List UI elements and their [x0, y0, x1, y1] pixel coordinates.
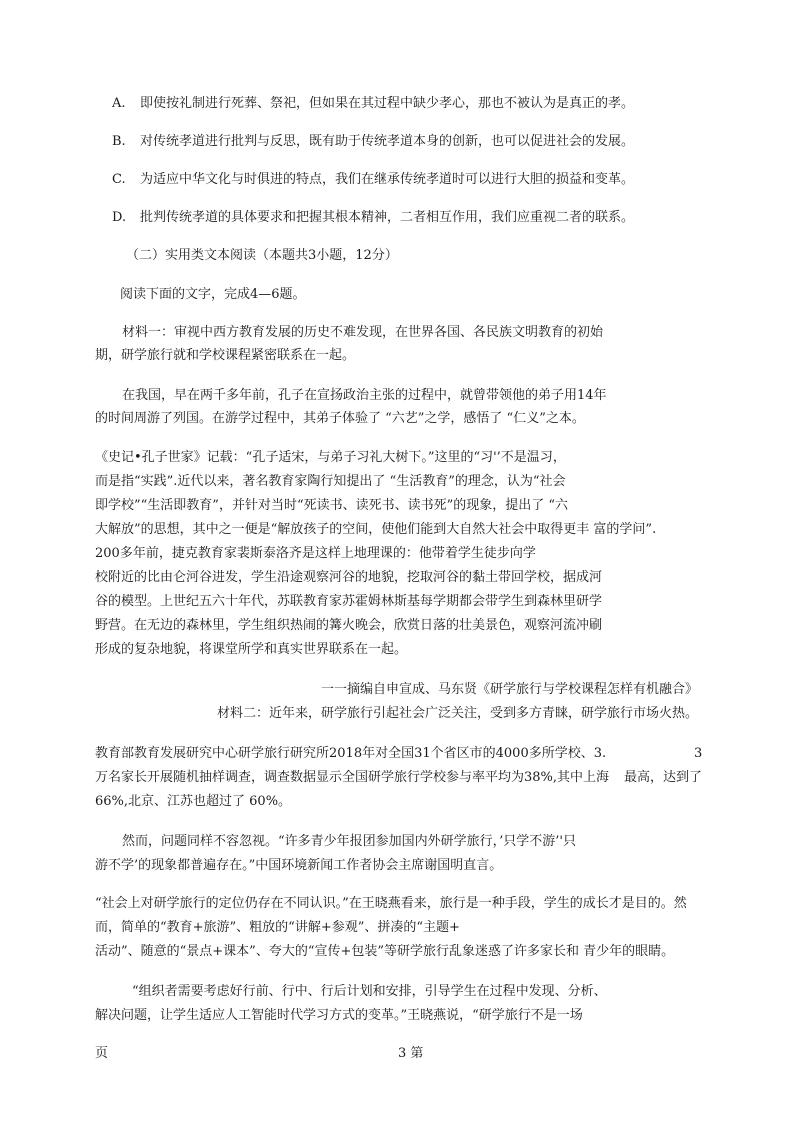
- passage-line: 游不学’的现象都普遍存在。”中国环境新闻工作者协会主席谢国明直言。: [95, 858, 503, 873]
- passage-line: 而是指“实践”.近代以来，著名教育家陶行知提出了 “生活教育”的理念，认为“社会: [95, 474, 566, 489]
- section-heading: （二）实用类文本阅读（本题共3小题，12分）: [126, 248, 398, 263]
- footer-page-number: 3 第: [398, 1046, 424, 1061]
- source-attribution: 一一摘编自申宣成、马东贤《研学旅行与学校课程怎样有机融合》: [320, 682, 698, 697]
- passage-line: 的时间周游了列国。在游学过程中，其弟子体验了 “六艺”之学，感悟了 “仁义”之本。: [95, 411, 585, 426]
- option-d-letter: D.: [112, 210, 127, 225]
- passage-line: 万名家长开展随机抽样调查，调查数据显示全国研学旅行学校参与率平均为38%,其中上海: [95, 770, 610, 785]
- option-d-text: 批判传统孝道的具体要求和把握其根本精神，二者相互作用，我们应重视二者的联系。: [140, 210, 635, 225]
- passage-line: “社会上对研学旅行的定位仍存在不同认识。”在王晓燕看来，旅行是一种手段，学生的成长才是目的。然: [95, 896, 687, 911]
- passage-line: 解决问题，让学生适应人工智能时代学习方式的变革。”王晓燕说，“研学旅行不是一场: [95, 1008, 583, 1023]
- section-instruction: 阅读下面的文字，完成4—6题。: [120, 287, 306, 302]
- passage-line: 野营。在无边的森林里，学生组织热闹的篝火晚会，欣赏日落的壮美景色，观察河流冲刷: [95, 618, 603, 633]
- passage-line: 在我国，早在两千多年前，孔子在宣扬政治主张的过程中，就曾带领他的弟子用14年: [122, 388, 607, 403]
- passage-line: 期，研学旅行就和学校课程紧密联系在一起。: [95, 348, 356, 363]
- passage-line: 即学校”“生活即教育”，并针对当时“死读书、读死书、读书死”的现象，提出了 “六: [95, 498, 569, 513]
- passage-line: 材料一：审视中西方教育发展的历史不难发现，在世界各国、各民族文明教育的初始: [122, 325, 604, 340]
- passage-line: 校附近的比由仑河谷进发，学生沿途观察河谷的地貌，挖取河谷的黏土带回学校，据成河: [95, 570, 603, 585]
- option-a-letter: A.: [112, 96, 126, 111]
- option-c-text: 为适应中华文化与时俱进的特点，我们在继承传统孝道时可以进行大胆的损益和变革。: [140, 172, 635, 187]
- passage-line: 谷的模型。上世纪五六十年代，苏联教育家苏霍姆林斯基每学期都会带学生到森林里研学: [95, 594, 603, 609]
- passage-line: 200多年前，捷克教育家裴斯泰洛齐是这样上地理课的：他带着学生徒步向学: [95, 546, 536, 561]
- passage-line: 而，简单的“教育+旅游”、粗放的“讲解+参观”、拼凑的“主题+: [95, 920, 460, 935]
- passage-line: 材料二：近年来，研学旅行引起社会广泛关注，受到多方青睐，研学旅行市场火热。: [216, 706, 698, 721]
- footer-page-left: 页: [95, 1046, 109, 1061]
- passage-line: 大解放”的思想，其中之一便是“解放孩子的空间，使他们能到大自然大社会中取得更丰 富的学问”.: [95, 522, 657, 537]
- passage-line: 《史记•孔子世家》记载：“孔子适宋，与弟子习礼大树下。”这里的“习'’不是温习，: [95, 450, 566, 465]
- passage-line: 活动”、随意的“景点+课本”、夸大的“宣传+包装”等研学旅行乱象迷惑了许多家长和 青少年的眼睛。: [95, 944, 675, 959]
- passage-line-fragment: 最高，达到了: [624, 770, 703, 785]
- passage-line: 66%,北京、江苏也超过了 60%。: [95, 794, 292, 809]
- passage-line: 教育部教育发展研究中心研学旅行研究所2018年对全国31个省区市的4000多所学校、3.: [95, 746, 607, 761]
- option-c-letter: C.: [112, 172, 126, 187]
- passage-line-fragment: 3: [694, 746, 703, 761]
- passage-line: 形成的复杂地貌，将课堂所学和真实世界联系在一起。: [95, 642, 408, 657]
- passage-line: 然而，问题同样不容忽视。“许多青少年报团参加国内外研学旅行，’只学不游’'只: [122, 834, 576, 849]
- option-b-text: 对传统孝道进行批判与反思，既有助于传统孝道本身的创新，也可以促进社会的发展。: [140, 134, 635, 149]
- passage-line: “组织者需要考虑好行前、行中、行后计划和安排，引导学生在过程中发现、分析、: [132, 984, 607, 999]
- option-b-letter: B.: [112, 134, 126, 149]
- option-a-text: 即使按礼制进行死葬、祭祀，但如果在其过程中缺少孝心，那也不被认为是真正的孝。: [140, 96, 635, 111]
